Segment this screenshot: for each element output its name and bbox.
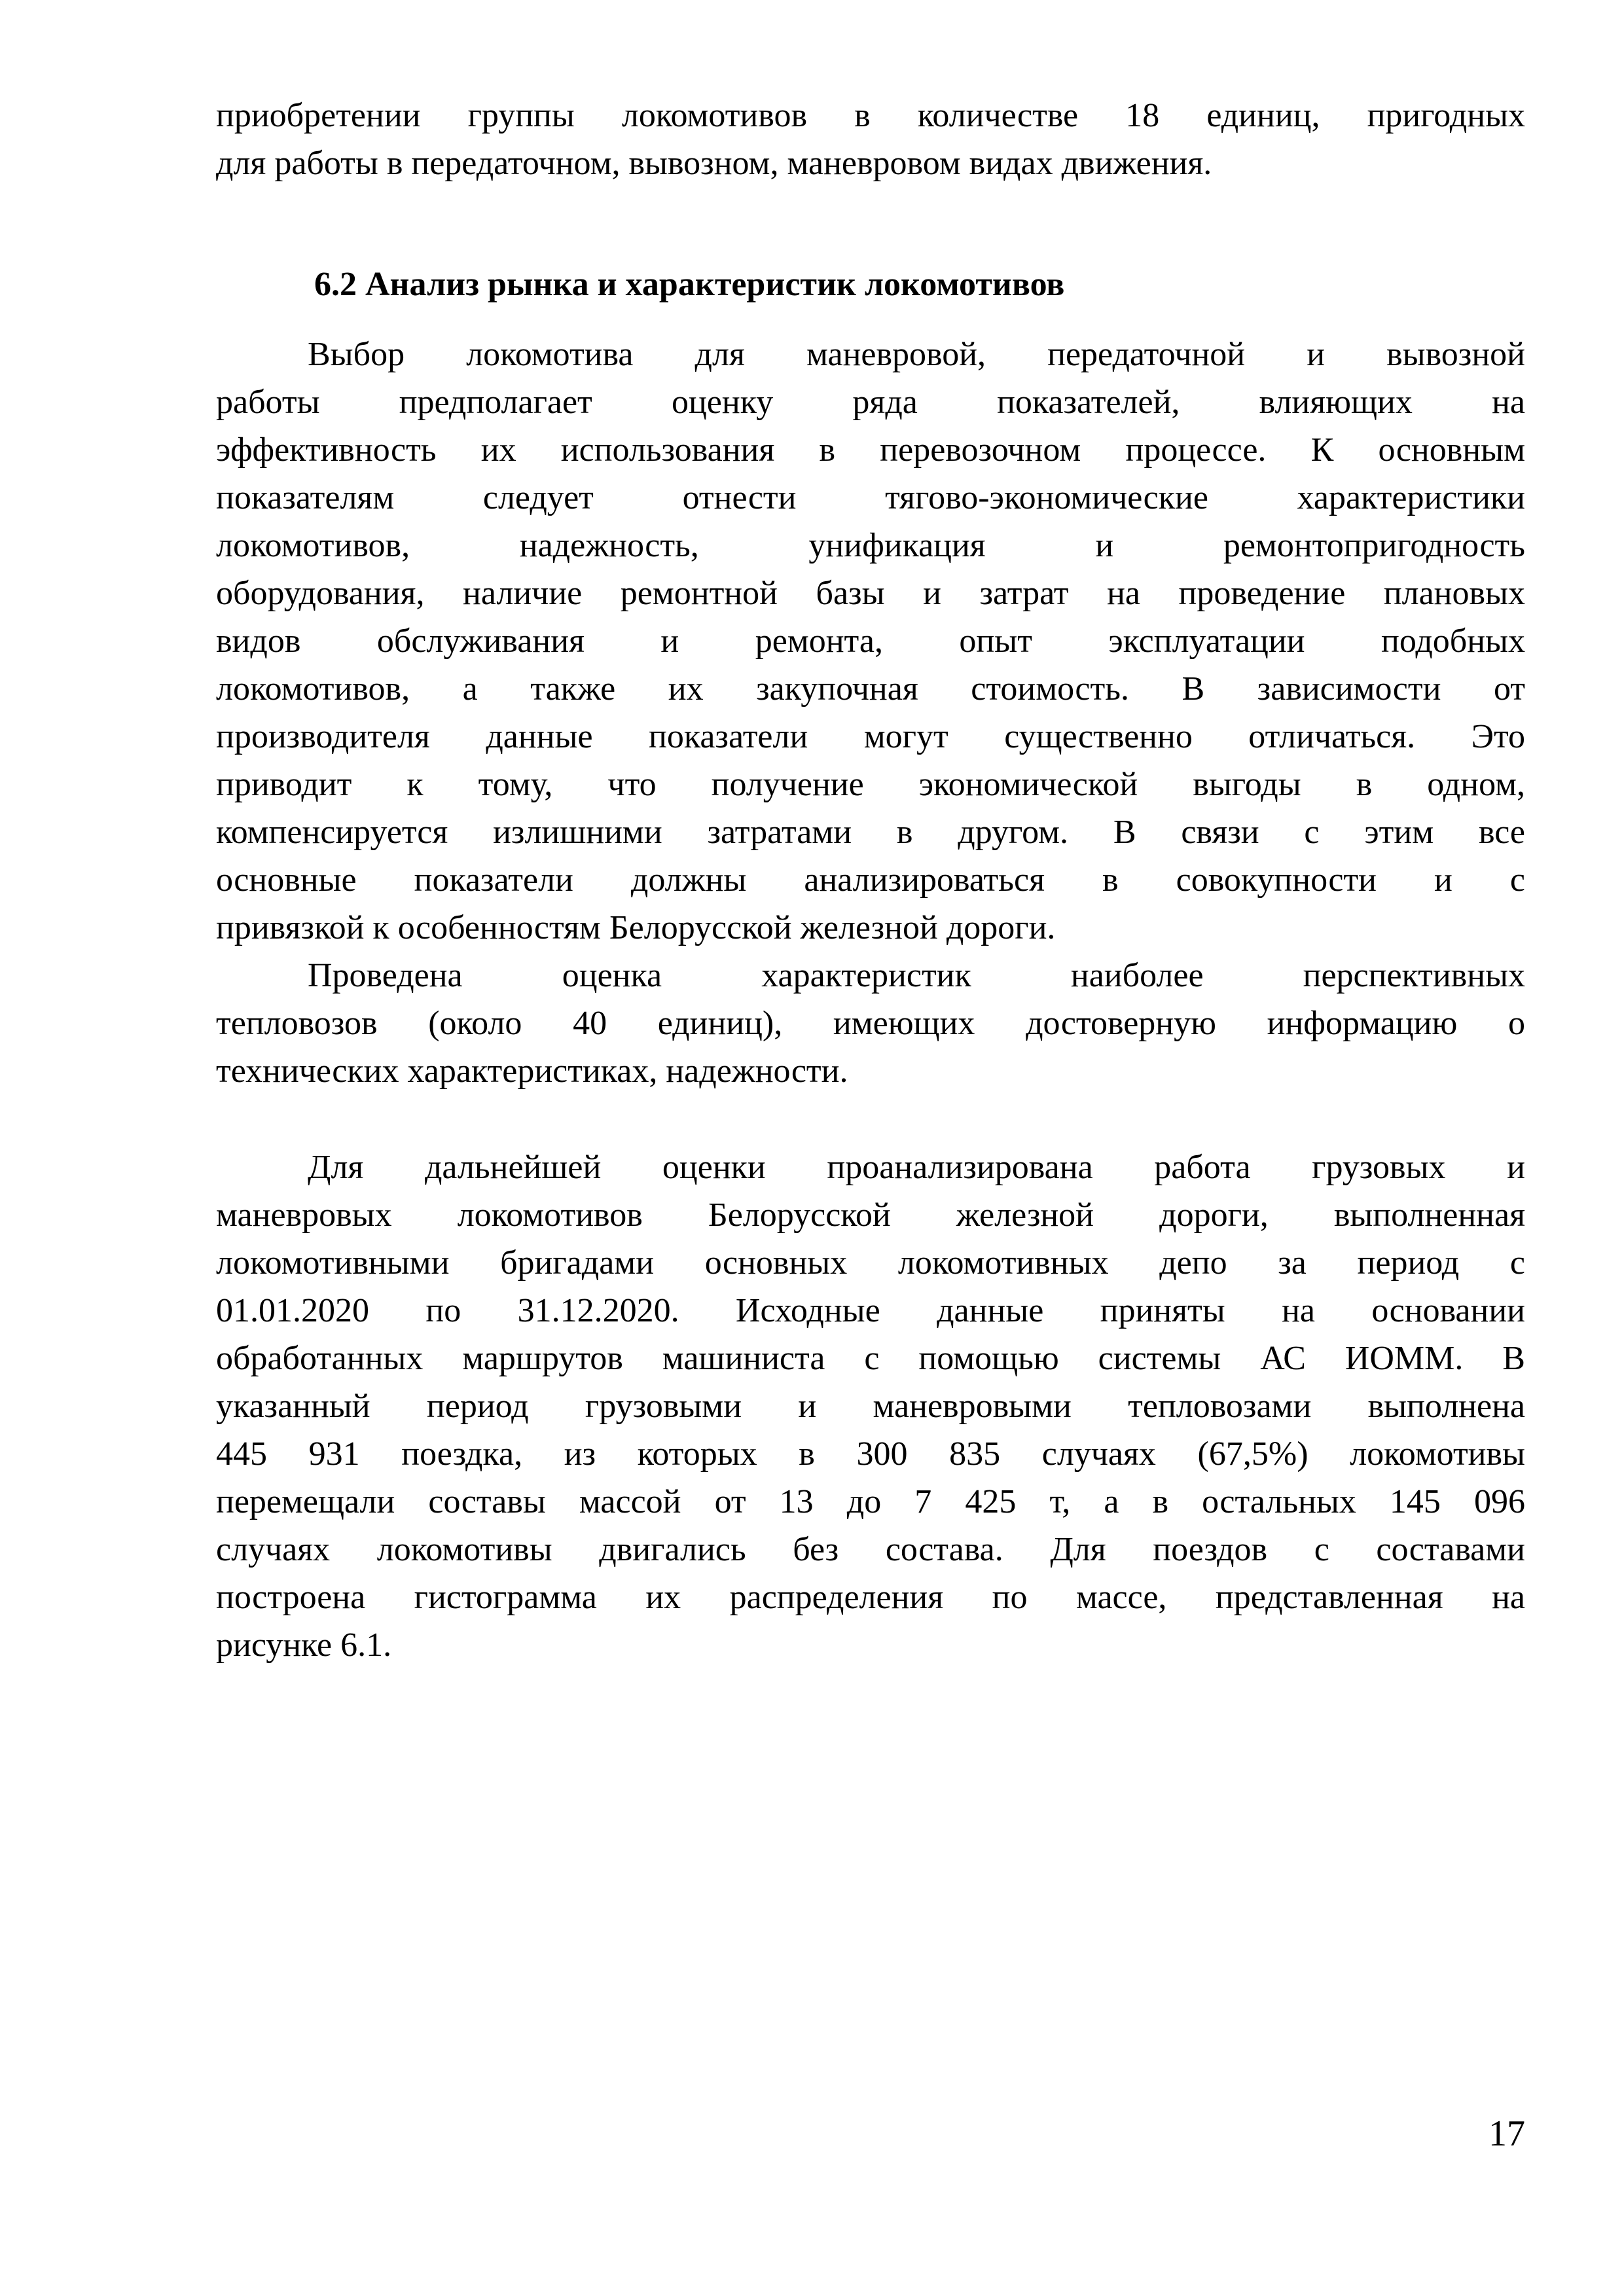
text-line: построена гистограмма их распределения по массе, представленная на [216, 1579, 1525, 1616]
text-line: оборудования, наличие ремонтной базы и затрат на проведение плановых [216, 575, 1525, 612]
text-line: эффективность их использования в перевозочном процессе. К основным [216, 431, 1525, 469]
text-line: для работы в передаточном, вывозном, маневровом видах движения. [216, 145, 1212, 182]
text-line: работы предполагает оценку ряда показателей, влияющих на [216, 384, 1525, 421]
text-line: 01.01.2020 по 31.12.2020. Исходные данные приняты на основании [216, 1292, 1525, 1329]
paragraph-continuation [216, 92, 1525, 187]
text-line: локомотивными бригадами основных локомотивных депо за период с [216, 1244, 1525, 1282]
page-number: 17 [1489, 2113, 1525, 2154]
text-line: показателям следует отнести тягово-экономические характеристики [216, 479, 1525, 516]
text-line: технических характеристиках, надежности. [216, 1052, 848, 1090]
text-content [216, 92, 1525, 1669]
paragraph-evaluation [216, 952, 1525, 1095]
text-line: приобретении группы локомотивов в количестве 18 единиц, пригодных [216, 97, 1525, 134]
text-line: перемещали составы массой от 13 до 7 425 т, а в остальных 145 096 [216, 1483, 1525, 1520]
text-line: 445 931 поездка, из которых в 300 835 случаях (67,5%) локомотивы [216, 1435, 1525, 1473]
text-line: Для дальнейшей оценки проанализирована работа грузовых и [308, 1149, 1525, 1186]
text-line: Выбор локомотива для маневровой, передаточной и вывозной [308, 336, 1525, 373]
text-line: локомотивов, а также их закупочная стоимость. В зависимости от [216, 670, 1525, 708]
text-line: видов обслуживания и ремонта, опыт эксплуатации подобных [216, 622, 1525, 660]
text-line: Проведена оценка характеристик наиболее перспективных [308, 957, 1525, 994]
paragraph-market-analysis [216, 331, 1525, 952]
text-line: приводит к тому, что получение экономической выгоды в одном, [216, 766, 1525, 803]
text-line: тепловозов (около 40 единиц), имеющих достоверную информацию о [216, 1005, 1525, 1042]
text-line: маневровых локомотивов Белорусской железной дороги, выполненная [216, 1196, 1525, 1234]
text-line: обработанных маршрутов машиниста с помощью системы АС ИОММ. В [216, 1340, 1525, 1377]
text-line: случаях локомотивы двигались без состава. Для поездов с составами [216, 1531, 1525, 1568]
text-line: указанный период грузовыми и маневровыми тепловозами выполнена [216, 1388, 1525, 1425]
paragraph-operations-data [216, 1143, 1525, 1669]
heading-line: 6.2 Анализ рынка и характеристик локомотивов [314, 266, 1065, 303]
text-line: рисунке 6.1. [216, 1626, 392, 1664]
section-heading [216, 260, 1525, 308]
text-line: компенсируется излишними затратами в другом. В связи с этим все [216, 814, 1525, 851]
text-line: локомотивов, надежность, унификация и ремонтопригодность [216, 527, 1525, 564]
text-line: производителя данные показатели могут существенно отличаться. Это [216, 718, 1525, 755]
text-line: привязкой к особенностям Белорусской железной дороги. [216, 909, 1056, 946]
text-line: основные показатели должны анализироваться в совокупности и с [216, 861, 1525, 899]
